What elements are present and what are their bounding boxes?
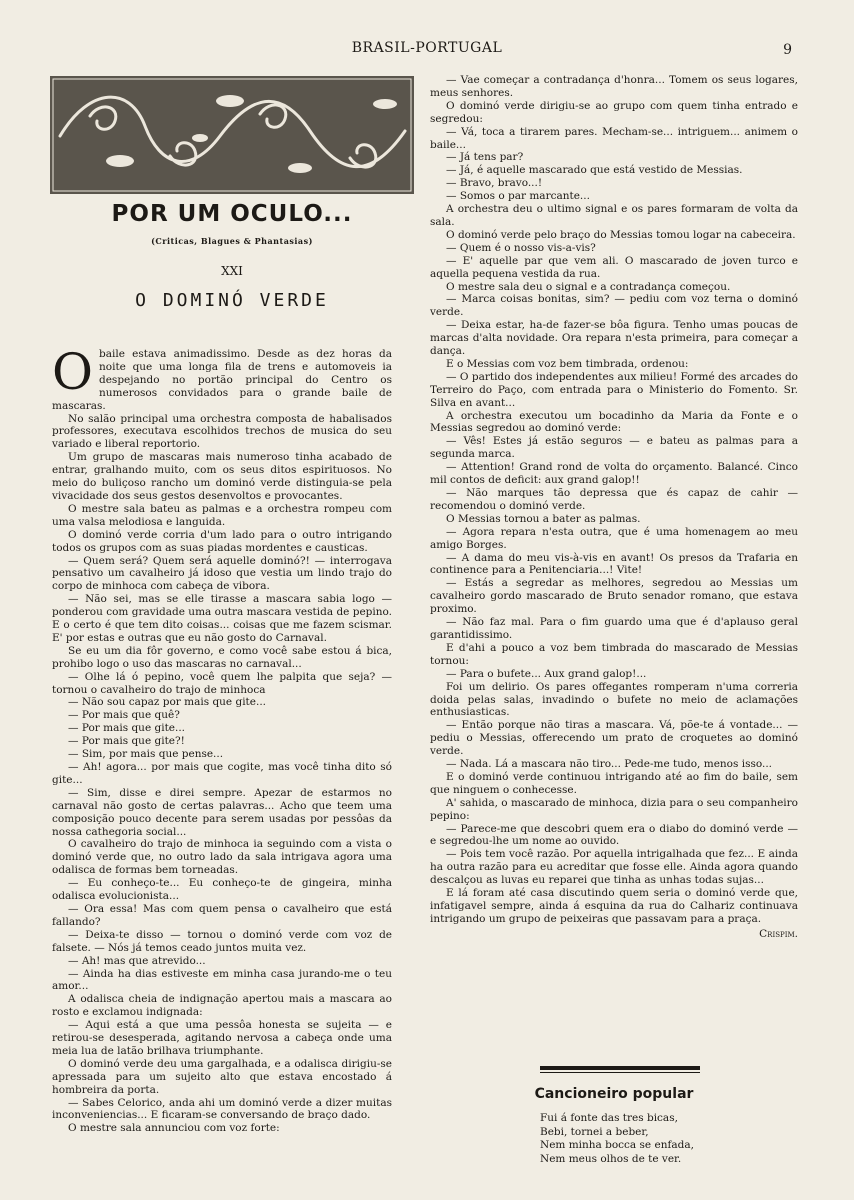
paragraph: — Vá, toca a tirarem pares. Mecham-se... intriguem... animem o baile... bbox=[430, 125, 798, 151]
paragraph: — A dama do meu vis-à-vis en avant! Os presos da Trafaria en continence para a Penitenciaria...! Vite! bbox=[430, 551, 798, 577]
publication-title: BRASIL-PORTUGAL bbox=[351, 40, 503, 56]
paragraph: — Deixa-te disso — tornou o dominó verde com voz de falsete. — Nós já temos ceado juntos muita vez. bbox=[52, 928, 392, 954]
paragraph: — Já, é aquelle mascarado que está vestido de Messias. bbox=[446, 164, 743, 177]
paragraph: — Agora repara n'esta outra, que é uma homenagem ao meu amigo Borges. bbox=[430, 525, 798, 551]
paragraph: — Nada. Lá a mascara não tiro... Pede-me tudo, menos isso... bbox=[446, 758, 773, 771]
paragraph: — Para o bufete... Aux grand galop!... bbox=[446, 667, 647, 680]
paragraph: — Sabes Celorico, anda ahi um dominó verde a dizer muitas inconveniencias... E ficaram-se conversando de braço dado. bbox=[52, 1096, 392, 1122]
paragraph: — Quem é o nosso vis-a-vis? bbox=[446, 241, 596, 254]
paragraph: Foi um delirio. Os pares offegantes romperam n'uma correria doida pelas salas, invadindo o bufete no meio de aclamações enthusiasticas. bbox=[430, 680, 798, 719]
paragraph: — Já tens par? bbox=[446, 151, 524, 164]
paragraph: — Parece-me que descobri quem era o diabo do dominó verde — e segredou-lhe um nome ao ouvido. bbox=[430, 822, 798, 848]
paragraph: — O partido dos independentes aux milieu! Formé des arcades do Terreiro do Paço, com entrada para o Ministerio do Fomento. Sr. Silva en avant... bbox=[430, 370, 798, 409]
verse-line: Nem minha bocca se enfada, bbox=[540, 1139, 694, 1151]
divider-thin bbox=[540, 1072, 700, 1073]
paragraph: E lá foram até casa discutindo quem seria o dominó verde que, infatigavel sempre, ainda á esquina da rua do Calhariz continuava intrigando um grupo de peixeiras que passavam para a praça. bbox=[430, 887, 798, 925]
paragraph: O Messias tornou a bater as palmas. bbox=[446, 512, 641, 525]
verse-line: Fui á fonte das tres bicas, bbox=[540, 1112, 678, 1124]
paragraph: — Marca coisas bonitas, sim? — pediu com voz terna o dominó verde. bbox=[430, 293, 798, 319]
paragraph: — Pois tem você razão. Por aquella intrigalhada que fez... E ainda ha outra razão para eu acreditar que fosse elle. Ainda agora quando descalçou as luvas eu reparei que tinha as unhas todas sujas... bbox=[430, 848, 798, 887]
paragraph: — Não sou capaz por mais que gite... bbox=[68, 696, 267, 709]
paragraph: No salão principal uma orchestra composta de habalisados professores, executava escolhidos trechos de musica do seu variado e liberal reportorio. bbox=[52, 412, 392, 451]
chapter-numeral: XXI bbox=[221, 264, 243, 278]
paragraph: E o dominó verde continuou intrigando até ao fim do baile, sem que ninguem o conhecesse. bbox=[430, 770, 798, 796]
paragraph: — Ora essa! Mas com quem pensa o cavalheiro que está fallando? bbox=[52, 902, 392, 928]
section-subtitle: (Criticas, Blagues & Phantasias) bbox=[151, 236, 313, 246]
left-column bbox=[52, 343, 392, 1135]
author-signature: Crispim. bbox=[759, 927, 798, 940]
paragraph: — Attention! Grand rond de volta do orçamento. Balancé. Cinco mil contos de deficit: aux grand galop!! bbox=[430, 461, 798, 487]
paragraph: E d'ahi a pouco a voz bem timbrada do mascarado de Messias tornou: bbox=[430, 641, 798, 667]
paragraph: Se eu um dia fôr governo, e como você sabe estou á bica, prohibo logo o uso das mascaras no carnaval... bbox=[52, 644, 392, 670]
paragraph: — Estás a segredar as melhores, segredou ao Messias um cavalheiro gordo mascarado de Bruto senador romano, que estava proximo. bbox=[430, 577, 798, 616]
cancioneiro-title: Cancioneiro popular bbox=[534, 1086, 694, 1102]
paragraph: O dominó verde dirigiu-se ao grupo com quem tinha entrado e segredou: bbox=[430, 99, 798, 125]
verse-line: Nem meus olhos de te ver. bbox=[540, 1152, 682, 1165]
paragraph: — Quem será? Quem será aquelle dominó?! — interrogava pensativo um cavalheiro já idoso que vestia um lindo trajo do corpo de minhoca com cabeça de vibora. bbox=[52, 554, 392, 593]
paragraph: — Vae começar a contradança d'honra... Tomem os seus logares, meus senhores. bbox=[430, 74, 798, 99]
paragraph: — Não marques tão depressa que és capaz de cahir — recomendou o dominó verde. bbox=[430, 487, 798, 512]
paragraph: A odalisca cheia de indignação apertou mais a mascara ao rosto e exclamou indignada: bbox=[52, 993, 392, 1019]
decorative-ornament-banner bbox=[50, 76, 414, 194]
paragraph: A' sahida, o mascarado de minhoca, dizia para o seu companheiro pepino: bbox=[430, 796, 798, 822]
chapter-title: O DOMINÓ VERDE bbox=[135, 290, 329, 311]
paragraph: — Sim, disse e direi sempre. Apezar de estarmos no carnaval não gosto de certas palavras... Acho que teem uma composição pouco decente para serem usadas por pessôas da nossa cathegoria social... bbox=[52, 786, 392, 838]
drop-cap: O bbox=[52, 343, 93, 401]
verse-line: Bebi, tornei a beber, bbox=[540, 1125, 649, 1138]
paragraph: — Ah! agora... por mais que cogite, mas você tinha dito só gite... bbox=[52, 761, 392, 786]
section-title: POR UM OCULO... bbox=[111, 201, 353, 227]
paragraph: O mestre sala deu o signal e a contradança começou. bbox=[446, 280, 731, 293]
paragraph: E o Messias com voz bem timbrada, ordenou: bbox=[446, 357, 689, 370]
paragraph: — Por mais que quê? bbox=[68, 709, 180, 722]
paragraph: — Não sei, mas se elle tirasse a mascara sabia logo — ponderou com gravidade uma outra mascara vestida de pepino. E o certo é que tem dito coisas... coisas que me fazem scismar. E' por estas e outras que eu não gosto do Carnaval. bbox=[52, 593, 392, 644]
paragraph-text: baile estava animadissimo. Desde as dez horas da noite que uma longa fila de trens e automoveis ia despejando no portão principal do Centro os numerosos convidados para o grande baile de mascaras. bbox=[52, 348, 392, 412]
paragraph: — Aqui está a que uma pessôa honesta se sujeita — e retirou-se desesperada, agitando nervosa a cabeça onde uma meia lua de latão brilhava triumphante. bbox=[52, 1019, 392, 1057]
paragraph: O cavalheiro do trajo de minhoca ia seguindo com a vista o dominó verde que, no outro lado da sala intrigava agora uma odalisca de formas bem torneadas. bbox=[52, 838, 392, 877]
paragraph: — Ainda ha dias estiveste em minha casa jurando-me o teu amor... bbox=[52, 967, 392, 993]
divider-thick bbox=[540, 1066, 700, 1070]
paragraph: A orchestra deu o ultimo signal e os pares formaram de volta da sala. bbox=[430, 203, 798, 228]
paragraph: A orchestra executou um bocadinho da Maria da Fonte e o Messias segredou ao dominó verde: bbox=[430, 409, 798, 435]
paragraph: O dominó verde corria d'um lado para o outro intrigando todos os grupos com as suas piadas mordentes e causticas. bbox=[52, 528, 392, 554]
paragraph: — Então porque não tiras a mascara. Vá, põe-te á vontade... — pediu o Messias, offerecendo um prato de croquetes ao dominó verde. bbox=[430, 719, 798, 758]
page-number: 9 bbox=[783, 42, 792, 58]
paragraph: — Olhe lá ó pepino, você quem lhe palpita que seja? — tornou o cavalheiro do trajo de minhoca bbox=[52, 670, 392, 696]
paragraph: — Vês! Estes já estão seguros — e bateu as palmas para a segunda marca. bbox=[430, 435, 798, 461]
paragraph bbox=[52, 343, 392, 413]
paragraph: — Por mais que gite... bbox=[68, 722, 186, 735]
paragraph: — Eu conheço-te... Eu conheço-te de gingeira, minha odalisca evolucionista... bbox=[52, 877, 392, 903]
right-column bbox=[430, 74, 798, 941]
paragraph: — Por mais que gite?! bbox=[68, 735, 185, 748]
running-header bbox=[0, 40, 854, 58]
paragraph: — E' aquelle par que vem ali. O mascarado de joven turco e aquella pequena vestida da rua. bbox=[430, 254, 798, 280]
paragraph: O dominó verde deu uma gargalhada, e a odalisca dirigiu-se apressada para um sujeito alto que estava encostado á hombreira da porta. bbox=[52, 1057, 392, 1096]
paragraph: — Não faz mal. Para o fim guardo uma que é d'aplauso geral garantidissimo. bbox=[430, 616, 798, 641]
paragraph: O mestre sala annunciou com voz forte: bbox=[68, 1122, 280, 1135]
paragraph: — Bravo, bravo...! bbox=[446, 177, 543, 190]
paragraph: — Ah! mas que atrevido... bbox=[68, 954, 206, 967]
paragraph: — Somos o par marcante... bbox=[446, 190, 590, 203]
paragraph: — Sim, por mais que pense... bbox=[68, 748, 224, 761]
paragraph: Um grupo de mascaras mais numeroso tinha acabado de entrar, gralhando muito, com os seus ditos espirituosos. No meio do buliçoso rancho um dominó verde distinguia-se pela vivacidade dos seus gestos desenvoltos e provocantes. bbox=[52, 451, 392, 502]
paragraph: O mestre sala bateu as palmas e a orchestra rompeu com uma valsa melodiosa e languida. bbox=[52, 502, 392, 528]
cancioneiro-verse bbox=[540, 1112, 694, 1166]
paragraph: — Deixa estar, ha-de fazer-se bôa figura. Tenho umas poucas de marcas d'alta novidade. Ora repara n'esta primeira, para começar a dança. bbox=[430, 319, 798, 358]
paragraph: O dominó verde pelo braço do Messias tomou logar na cabeceira. bbox=[446, 228, 796, 241]
